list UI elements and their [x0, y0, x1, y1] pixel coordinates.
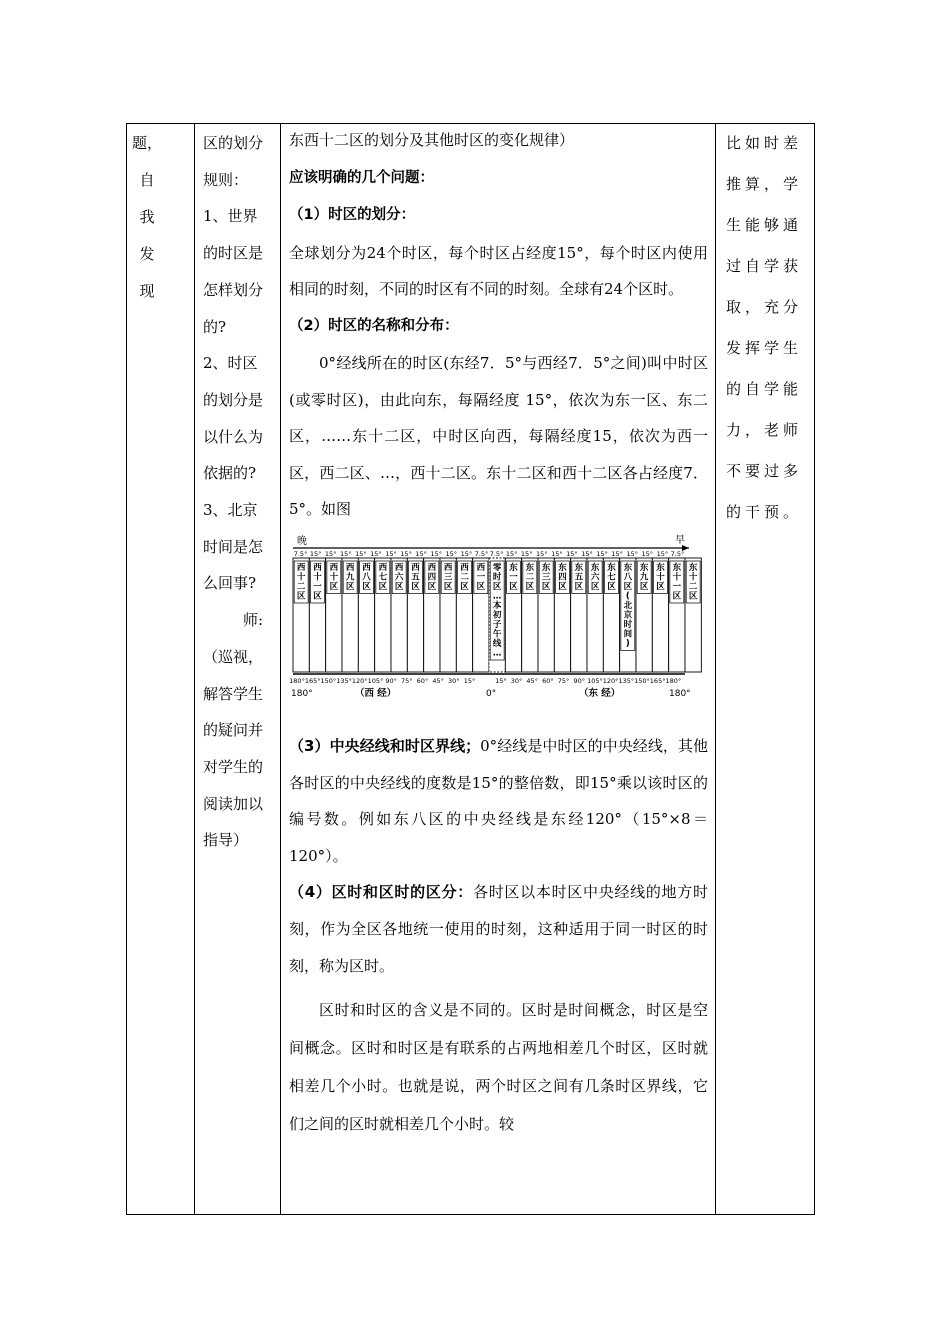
subsection-title: （3）中央经线和时区界线； — [289, 737, 481, 755]
top-degree: 7.5° — [293, 549, 308, 558]
design-intent-column — [716, 123, 816, 533]
top-degree: 15° — [596, 549, 608, 558]
zone-name: 零时区…本初子午线… — [492, 562, 502, 658]
bottom-degree: 75° — [400, 676, 413, 685]
top-degree: 15° — [460, 549, 473, 558]
bottom-degree: 30° — [448, 676, 460, 685]
bottom-degree: 150° — [634, 676, 650, 685]
top-degree: 15° — [581, 549, 593, 558]
top-degree: 15° — [566, 549, 578, 558]
zone-name: 西八区 — [362, 562, 371, 592]
stage-text: 现 — [139, 282, 155, 300]
bottom-degree: 120° — [602, 676, 619, 685]
top-degree: 15° — [340, 549, 352, 558]
top-degree: 15° — [309, 549, 322, 558]
zero-degree-label: 0° — [486, 688, 497, 699]
intent-line: 取，充分 — [726, 298, 803, 316]
zone-name: 东六区 — [590, 562, 600, 592]
bottom-degree: 90° — [385, 676, 397, 685]
bottom-degree: 15° — [495, 676, 507, 685]
zone-name: 西五区 — [411, 562, 420, 592]
top-degree: 15° — [611, 549, 623, 558]
zone-name: 东十区 — [656, 562, 665, 592]
top-degree: 15° — [626, 549, 638, 558]
subsection-title: （2）时区的名称和分布： — [289, 317, 459, 334]
top-degree: 15° — [355, 549, 367, 558]
zone-name: 东三区 — [541, 562, 551, 592]
bottom-degree: 135° — [618, 676, 635, 685]
top-degree: 15° — [385, 549, 397, 558]
zone-name: 西四区 — [427, 562, 437, 592]
west-longitude-label: （西 经） — [355, 687, 397, 699]
bottom-degree: 75° — [557, 676, 570, 685]
content-line: 东西十二区的划分及其他时区的变化规律） — [289, 131, 575, 149]
intent-line: 推算，学 — [726, 175, 803, 193]
activity-line: 3、北京 — [203, 501, 258, 520]
top-degree: 7.5° — [474, 549, 489, 558]
late-label: 晚 — [297, 535, 307, 547]
bottom-degree: 45° — [432, 676, 444, 685]
top-degree: 15° — [430, 549, 442, 558]
paragraph-text: 各时区以本时区中央经线的地方时刻，作为全区各地统一使用的时刻，这种适用于同一时区的时刻，称为区时。 — [289, 883, 708, 975]
stage-text: 自 — [139, 171, 155, 189]
paragraph — [289, 728, 708, 874]
activity-line: 2、时区 — [203, 354, 258, 373]
top-degree: 15° — [536, 549, 548, 558]
top-degree: 15° — [551, 549, 563, 558]
early-label: 早 — [675, 534, 685, 546]
bottom-degree: 90° — [573, 676, 586, 685]
top-degree: 15° — [520, 549, 533, 558]
zone-name: 东一区 — [509, 562, 518, 592]
bottom-degree: 165° — [649, 676, 666, 685]
paragraph: 全球划分为24个时区，每个时区占经度15°，每个时区内使用相同的时刻，不同的时区有不同的时刻。全球有24个区时。 — [289, 243, 708, 298]
bottom-degree: 180° — [665, 676, 682, 685]
activity-line: 么回事? — [203, 574, 257, 593]
stage-text: 我 — [139, 208, 155, 226]
zone-name: 西七区 — [378, 562, 388, 592]
activity-line: 的时区是 — [203, 244, 264, 263]
activity-line: 区的划分 — [203, 134, 264, 152]
activity-line: 解答学生 — [203, 684, 264, 703]
zone-name: 东十一区 — [672, 562, 682, 601]
bottom-degree: 60° — [416, 676, 429, 685]
teacher-activity-column — [195, 124, 280, 859]
lesson-table — [126, 123, 815, 1215]
top-degree: 15° — [400, 549, 412, 558]
paragraph: 0°经线所在的时区(东经7．5°与西经7．5°之间)叫中时区(或零时区)，由此向东，每隔经度 15°，依次为东一区、东二区，……东十二区，中时区向西，每隔经度15，依次为西一区，西二区、…，西十二区。东十二区和西十二区各占经度7．5°。如图 — [289, 354, 708, 518]
zone-name: 西三区 — [443, 562, 453, 592]
intent-line: 的干预。 — [726, 503, 803, 521]
bottom-degree: 30° — [510, 676, 523, 685]
activity-line: （巡视， — [203, 647, 264, 666]
paragraph-text: 0°经线是中时区的中央经线，其他各时区的中央经线的度数是15°的整倍数，即15°乘以该时区的编号数。例如东八区的中央经线是东经120°（15°×8＝120°）。 — [289, 737, 708, 865]
bottom-degree: 120° — [351, 676, 368, 685]
zone-name: 东二区 — [525, 562, 535, 592]
top-degree: 7.5° — [670, 549, 685, 558]
activity-line: 师: — [243, 611, 264, 630]
activity-line: 的疑问并 — [203, 721, 264, 740]
bottom-degree: 60° — [542, 676, 554, 685]
activity-line: 怎样划分 — [203, 280, 264, 299]
intent-line: 的自学能 — [726, 380, 803, 398]
zone-name: 西九区 — [345, 562, 355, 592]
top-degree: 15° — [324, 549, 337, 558]
bottom-degree: 105° — [367, 676, 384, 685]
stage-text: 题， — [131, 134, 162, 152]
bottom-right-degree: 180° — [669, 688, 691, 699]
activity-line: 阅读加以 — [203, 794, 264, 813]
activity-line: 指导） — [203, 831, 249, 850]
activity-line: 1、世界 — [203, 207, 258, 226]
intent-line: 不要过多 — [726, 462, 803, 480]
content-column — [281, 122, 714, 1143]
top-degree: 15° — [656, 549, 669, 558]
zone-name: 西六区 — [394, 562, 404, 592]
top-degree: 15° — [505, 549, 518, 558]
zone-name: 东四区 — [558, 562, 567, 592]
east-longitude-label: （东 经） — [579, 687, 621, 699]
section-heading: 应该明确的几个问题： — [289, 169, 434, 186]
paragraph — [289, 874, 708, 985]
zone-name: 东七区 — [607, 562, 616, 592]
stage-text: 发 — [139, 245, 155, 263]
subsection-title: （4）区时和区时的区分： — [289, 883, 473, 901]
bottom-degree: 150° — [320, 676, 337, 685]
bottom-left-degree: 180° — [291, 688, 313, 699]
zone-name: 西二区 — [460, 562, 469, 592]
zone-name: 西一区 — [476, 562, 486, 592]
intent-line: 发挥学生 — [726, 339, 803, 357]
zone-name: 西十一区 — [313, 562, 322, 601]
intent-line: 生能够通 — [726, 216, 803, 234]
zone-name: 东十二区 — [688, 562, 698, 601]
time-zone-diagram — [289, 532, 698, 702]
zone-name: 西十二区 — [296, 562, 306, 601]
top-degree: 15° — [415, 549, 427, 558]
zone-name: 东八区(北京时间) — [623, 562, 633, 649]
activity-line: 的划分是 — [203, 390, 264, 409]
paragraph: 区时和时区的含义是不同的。区时是时间概念，时区是空间概念。区时和时区是有联系的占两地相差几个时区，区时就相差几个小时。也就是说，两个时区之间有几条时区界线，它们之间的区时就相差几个小时。较 — [289, 1001, 708, 1133]
activity-line: 的? — [203, 317, 227, 336]
intent-line: 过自学获 — [726, 257, 803, 275]
zone-name: 西十区 — [329, 562, 339, 592]
top-degree: 15° — [641, 549, 654, 558]
top-degree: 15° — [370, 549, 382, 558]
bottom-degree: 105° — [587, 676, 603, 685]
activity-line: 对学生的 — [203, 757, 264, 776]
bottom-degree: 45° — [526, 676, 538, 685]
bottom-degree: 135° — [336, 676, 352, 685]
top-degree-labels — [294, 550, 685, 558]
bottom-degree: 180° — [289, 676, 305, 685]
zone-strips — [293, 558, 701, 672]
bottom-degree-labels — [289, 677, 681, 685]
intent-line: 比如时差 — [726, 134, 803, 152]
zone-name: 东五区 — [574, 562, 584, 592]
stage-column — [127, 125, 194, 310]
activity-line: 时间是怎 — [203, 537, 264, 556]
top-degree: 7.5° — [489, 549, 504, 558]
bottom-degree: 165° — [304, 676, 321, 685]
intent-line: 力，老师 — [726, 421, 803, 439]
activity-line: 依据的? — [203, 464, 257, 483]
subsection-title: （1）时区的划分： — [289, 207, 416, 223]
activity-line: 以什么为 — [203, 427, 264, 446]
top-degree: 15° — [445, 549, 458, 558]
activity-line: 规则： — [203, 170, 249, 189]
zone-name: 东九区 — [639, 562, 649, 592]
bottom-degree: 15° — [463, 676, 476, 685]
